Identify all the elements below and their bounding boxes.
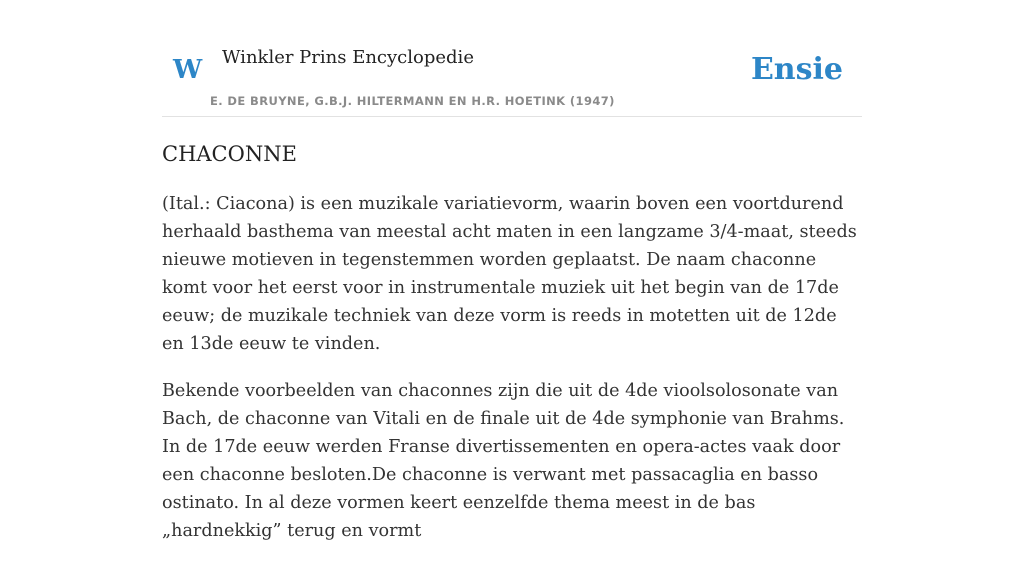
winkler-prins-logo[interactable]: W: [173, 55, 203, 85]
entry-title: CHACONNE: [162, 142, 297, 166]
ensie-logo[interactable]: Ensie: [750, 52, 843, 87]
article: [162, 138, 862, 564]
source-title[interactable]: Winkler Prins Encyclopedie: [222, 47, 474, 68]
article-paragraph: Bekende voorbeelden van chaconnes zijn die uit de 4de vioolsolosonate van Bach, de chaconne van Vitali en de finale uit de 4de symphonie van Brahms. In de 17de eeuw werden Franse divertissementen en opera-actes vaak door een chaconne besloten.De chaconne is verwant met passacaglia en basso ostinato. In al deze vormen keert eenzelfde thema meest in de bas „hardnekkig” terug en vormt: [162, 381, 845, 541]
encyclopedia-header: [162, 0, 862, 117]
source-authors: E. DE BRUYNE, G.B.J. HILTERMANN EN H.R. HOETINK (1947): [210, 94, 615, 108]
article-paragraph: (Ital.: Ciacona) is een muzikale variatievorm, waarin boven een voortdurend herhaald basthema van meestal acht maten in een langzame 3/4-maat, steeds nieuwe motieven in tegenstemmen worden geplaatst. De naam chaconne komt voor het eerst voor in instrumentale muziek uit het begin van de 17de eeuw; de muzikale techniek van deze vorm is reeds in motetten uit de 12de en 13de eeuw te vinden.: [162, 194, 857, 354]
